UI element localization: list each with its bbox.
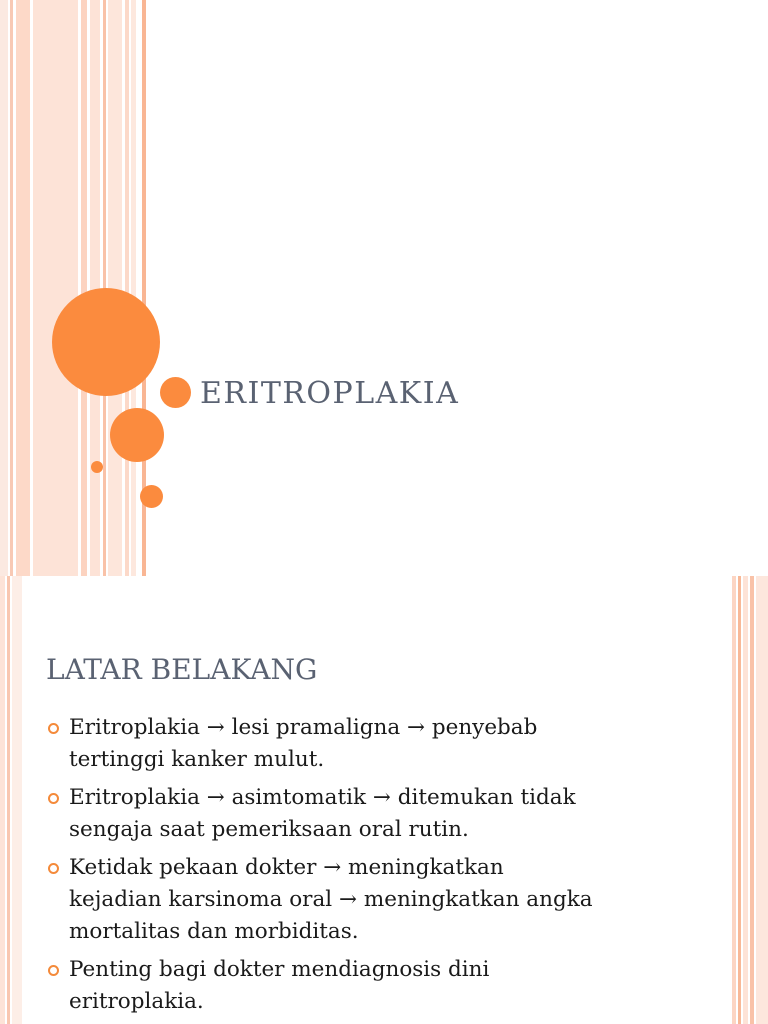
decor-stripe xyxy=(12,576,22,1024)
circle-bullet-icon xyxy=(48,965,59,976)
decor-circle-small xyxy=(160,377,191,408)
list-item xyxy=(46,954,696,1018)
decor-stripe xyxy=(750,576,754,1024)
decor-stripe xyxy=(0,576,5,1024)
decor-circle-tiny xyxy=(91,461,103,473)
decor-stripe xyxy=(125,0,129,576)
list-item xyxy=(46,712,696,776)
circle-bullet-icon xyxy=(48,793,59,804)
bullet-line: Ketidak pekaan dokter → meningkatkan xyxy=(69,855,504,880)
decor-stripe xyxy=(81,0,87,576)
decor-stripe xyxy=(16,0,30,576)
decor-stripe xyxy=(33,0,78,576)
circle-bullet-icon xyxy=(48,723,59,734)
decor-stripe xyxy=(756,576,768,1024)
decor-circle-medium xyxy=(110,408,164,462)
slide-title: ERITROPLAKIA xyxy=(200,376,460,411)
decor-stripe xyxy=(732,576,736,1024)
decor-stripe xyxy=(738,576,741,1024)
circle-bullet-icon xyxy=(48,863,59,874)
list-item xyxy=(46,852,696,948)
list-item xyxy=(46,782,696,846)
decor-stripe xyxy=(131,0,136,576)
bullet-list xyxy=(46,712,696,1024)
decor-stripe xyxy=(0,0,8,576)
slide-heading: LATAR BELAKANG xyxy=(46,653,318,686)
bullet-line: Eritroplakia → asimtomatik → ditemukan tidak xyxy=(69,785,576,810)
decor-circle-small xyxy=(140,485,163,508)
bullet-line: eritroplakia. xyxy=(69,989,204,1014)
bullet-line: sengaja saat pemeriksaan oral rutin. xyxy=(69,817,469,842)
decor-stripe xyxy=(7,576,10,1024)
bullet-line: Penting bagi dokter mendiagnosis dini xyxy=(69,957,490,982)
bullet-line: Eritroplakia → lesi pramaligna → penyebab xyxy=(69,715,538,740)
decor-stripe xyxy=(743,576,748,1024)
bullet-line: tertinggi kanker mulut. xyxy=(69,747,325,772)
bullet-line: mortalitas dan morbiditas. xyxy=(69,919,359,944)
decor-stripe xyxy=(10,0,13,576)
bullet-line: kejadian karsinoma oral → meningkatkan angka xyxy=(69,887,593,912)
decor-circle-large xyxy=(52,288,160,396)
